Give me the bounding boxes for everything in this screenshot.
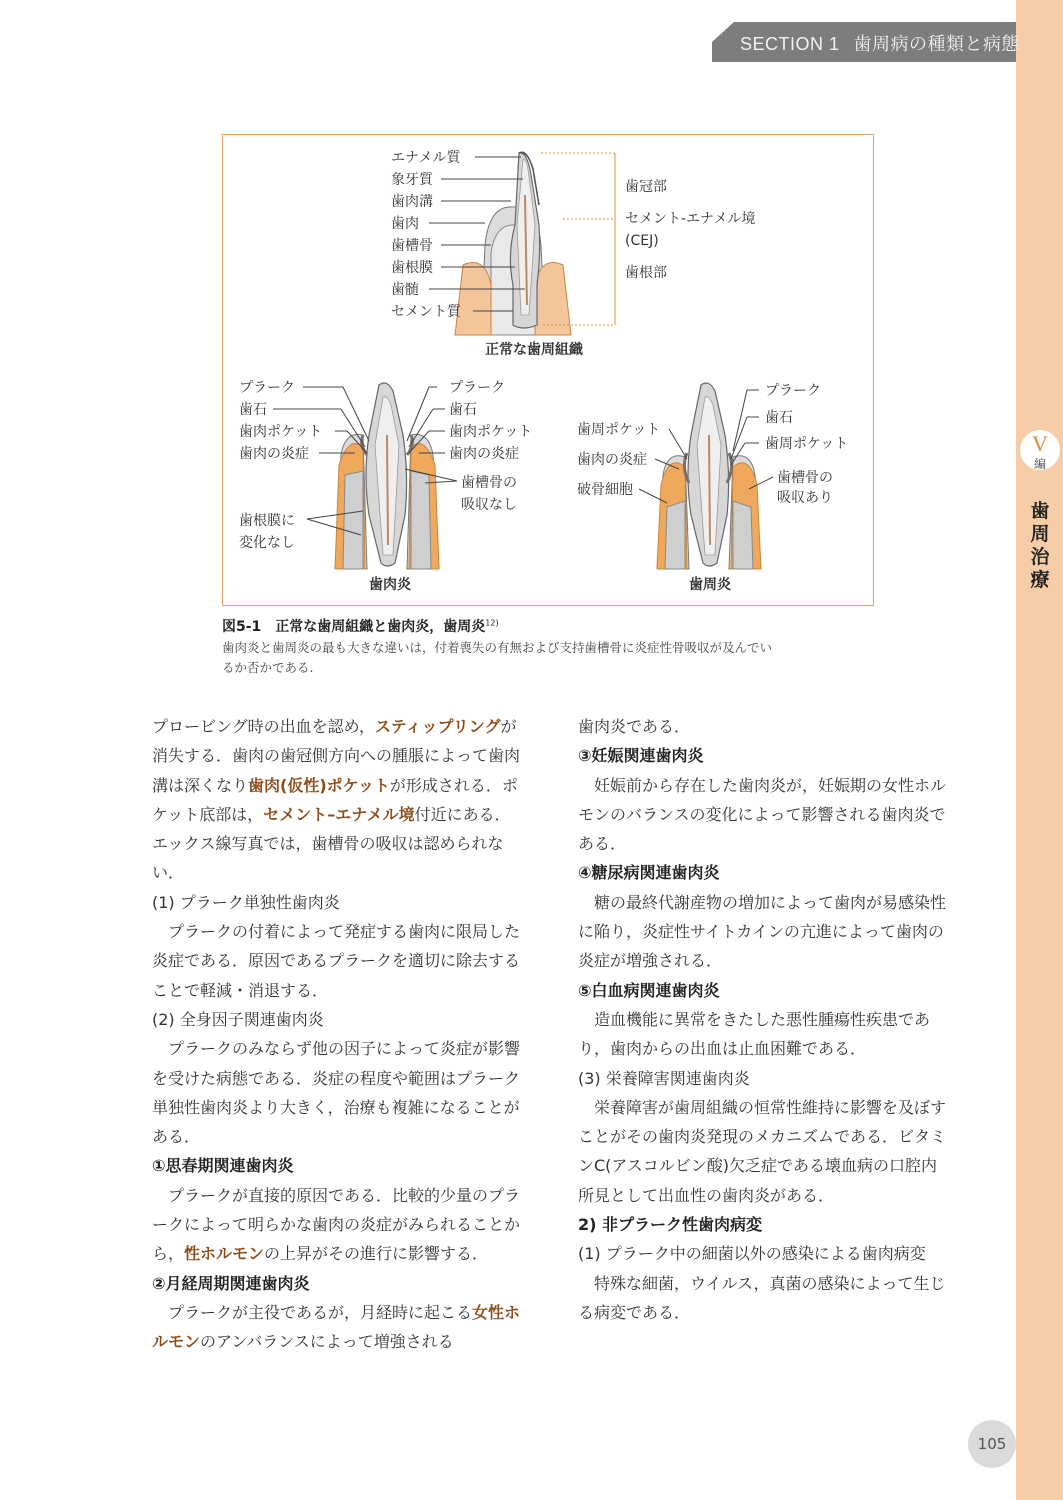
label-cej: セメント-エナメル境 (625, 211, 756, 227)
label-bone-resorption-2: 吸収あり (777, 490, 833, 506)
label-calculus-perio: 歯石 (765, 410, 793, 426)
label-cej-abbr: (CEJ) (625, 233, 659, 249)
page-number: 105 (968, 1420, 1016, 1468)
label-crown: 歯冠部 (625, 179, 667, 195)
label-alveolar-bone: 歯槽骨 (391, 238, 433, 254)
text-run: プロービング時の出血を認め， (152, 717, 376, 736)
label-enamel: エナメル質 (391, 150, 461, 166)
section-header-text (740, 30, 1020, 56)
text-run: プラークが直接的原因である．比較的少量のプラークによって明らかな歯肉の炎症がみられることから， (152, 1185, 521, 1264)
normal-title: 正常な歯周組織 (485, 342, 583, 358)
heading-diabetes: ④糖尿病関連歯肉炎 (578, 863, 720, 883)
heading-pregnancy: ③妊娠関連歯肉炎 (578, 746, 704, 766)
caption-desc-line-1: 歯肉炎と歯周炎の最も大きな違いは，付着喪失の有無および支持歯槽骨に炎症性骨吸収が及んでい (222, 640, 773, 655)
text-run: のアンバランスによって増強される (200, 1332, 454, 1352)
heading-menstrual: ②月経周期関連歯肉炎 (152, 1273, 310, 1293)
paragraph-systemic: プラークのみならず他の因子によって炎症が影響を受けた病態である．炎症の程度や範囲はプラーク単独性歯肉炎より大きく，治療も複雑になることがある． (152, 1039, 521, 1147)
caption-reference: 12) (485, 618, 499, 628)
caption-title (222, 616, 882, 636)
keyword-stippling: スティップリング (375, 717, 501, 736)
keyword-sex-hormone: 性ホルモン (184, 1244, 265, 1264)
heading-systemic: (2) 全身因子関連歯肉炎 (152, 1009, 324, 1029)
caption-desc-line-2: るか否かである. (222, 660, 314, 675)
text-run: 付近にある．エックス線写真では，歯槽骨の吸収は認められない． (152, 804, 511, 883)
keyword-female-hormone: 女性ホルモン (152, 1302, 521, 1352)
label-gingival-pocket-left: 歯肉ポケット (239, 424, 323, 440)
volume-title-char: 歯 (1030, 500, 1050, 522)
text-run: が消失する．歯肉の歯冠側方向への腫脹によって歯肉溝は深くなり (152, 717, 521, 795)
label-gingival-sulcus: 歯肉溝 (391, 194, 433, 210)
volume-badge (1020, 430, 1060, 470)
keyword-cej: セメント–エナメル境 (263, 804, 415, 824)
label-plaque-left: プラーク (239, 380, 295, 396)
paragraph-pregnancy: 妊娠前から存在した歯肉炎が，妊娠期の女性ホルモンのバランスの変化によって影響される歯肉炎である． (578, 775, 947, 854)
volume-title-char: 療 (1030, 569, 1050, 591)
label-no-bone-resorption-1: 歯槽骨の (461, 475, 517, 491)
label-gingival-inflammation-perio: 歯肉の炎症 (577, 452, 647, 468)
heading-leukemia: ⑤白血病関連歯肉炎 (578, 980, 720, 1000)
text-run: プラークが主役であるが，月経時に起こる (168, 1302, 473, 1322)
volume-title (1028, 500, 1052, 592)
caption-title-text: 図5-1 正常な歯周組織と歯肉炎，歯周炎 (222, 619, 486, 635)
caption-description (222, 638, 882, 678)
side-tab (1016, 0, 1063, 1500)
label-periodontal-pocket-left: 歯周ポケット (577, 422, 661, 438)
section-number: SECTION 1 (740, 34, 840, 54)
paragraph-puberty (152, 1181, 524, 1269)
paragraph-malnutrition: 栄養障害が歯周組織の恒常性維持に影響を及ぼすことがその歯肉炎発現のメカニズムである．ビタミンC(アスコルビン酸)欠乏症である壊血病の口腔内所見として出血性の歯肉炎がある． (578, 1097, 947, 1205)
paragraph-menstrual (152, 1298, 524, 1357)
label-osteoclast: 破骨細胞 (577, 482, 633, 498)
label-pdl-unchanged-1: 歯根膜に (239, 513, 295, 529)
paragraph-continued: 歯肉炎である． (578, 717, 691, 736)
figure-illustration (223, 135, 875, 607)
section-title: 歯周病の種類と病態 (853, 34, 1021, 55)
label-calculus-left: 歯石 (239, 402, 267, 418)
paragraph-leukemia: 造血機能に異常をきたした悪性腫瘍性疾患であり，歯肉からの出血は止血困難である． (578, 1009, 931, 1059)
keyword-pseudo-pocket: 歯肉(仮性)ポケット (248, 775, 390, 795)
figure-5-1 (222, 134, 874, 606)
figure-caption (222, 616, 882, 678)
label-gingival-inflammation-right: 歯肉の炎症 (449, 446, 519, 462)
heading-plaque-only: (1) プラーク単独性歯肉炎 (152, 892, 340, 912)
heading-nonbacterial-infection: (1) プラーク中の細菌以外の感染による歯肉病変 (578, 1244, 926, 1264)
label-periodontal-pocket-right: 歯周ポケット (765, 436, 849, 452)
label-cementum: セメント質 (391, 304, 461, 320)
text-run: の上昇がその進行に影響する． (264, 1244, 489, 1264)
volume-title-char: 治 (1030, 546, 1050, 568)
left-column (152, 712, 524, 1357)
label-root: 歯根部 (625, 265, 667, 281)
volume-number: V (1032, 431, 1048, 456)
label-pulp: 歯髄 (391, 282, 419, 298)
normal-tooth-illustration (449, 152, 577, 335)
label-plaque-perio: プラーク (765, 383, 821, 399)
heading-malnutrition: (3) 栄養障害関連歯肉炎 (578, 1068, 750, 1088)
label-gingival-inflammation-left: 歯肉の炎症 (239, 446, 309, 462)
heading-puberty: ①思春期関連歯肉炎 (152, 1156, 294, 1176)
paragraph-plaque-only: プラークの付着によって発症する歯肉に限局した炎症である．原因であるプラークを適切に除去することで軽減・消退する． (152, 922, 521, 1000)
heading-non-plaque: 2) 非プラーク性歯肉病変 (578, 1215, 763, 1235)
label-pdl-unchanged-2: 変化なし (239, 535, 295, 551)
label-pdl: 歯根膜 (391, 260, 433, 276)
text-run: が形成される．ポケット底部は， (152, 775, 518, 824)
right-column (578, 712, 950, 1327)
label-calculus-right: 歯石 (449, 402, 477, 418)
paragraph-diabetes: 糖の最終代謝産物の増加によって歯肉が易感染性に陥り，炎症性サイトカインの亢進によって歯肉の炎症が増強される． (578, 892, 947, 971)
label-dentin: 象牙質 (391, 172, 433, 188)
periodontitis-illustration (657, 383, 761, 569)
volume-title-char: 周 (1030, 523, 1050, 545)
gingivitis-title: 歯肉炎 (369, 577, 411, 593)
periodontitis-title: 歯周炎 (689, 577, 731, 593)
label-gingival-pocket-right: 歯肉ポケット (449, 424, 533, 440)
gingivitis-illustration (335, 383, 439, 569)
label-no-bone-resorption-2: 吸収なし (461, 497, 517, 513)
volume-suffix: 編 (1033, 457, 1046, 471)
label-gingiva: 歯肉 (391, 216, 419, 232)
paragraph-intro (152, 712, 524, 888)
label-bone-resorption-1: 歯槽骨の (777, 470, 833, 486)
label-plaque-right: プラーク (449, 380, 505, 396)
paragraph-nonbacterial-infection: 特殊な細菌，ウイルス，真菌の感染によって生じる病変である． (578, 1273, 946, 1322)
